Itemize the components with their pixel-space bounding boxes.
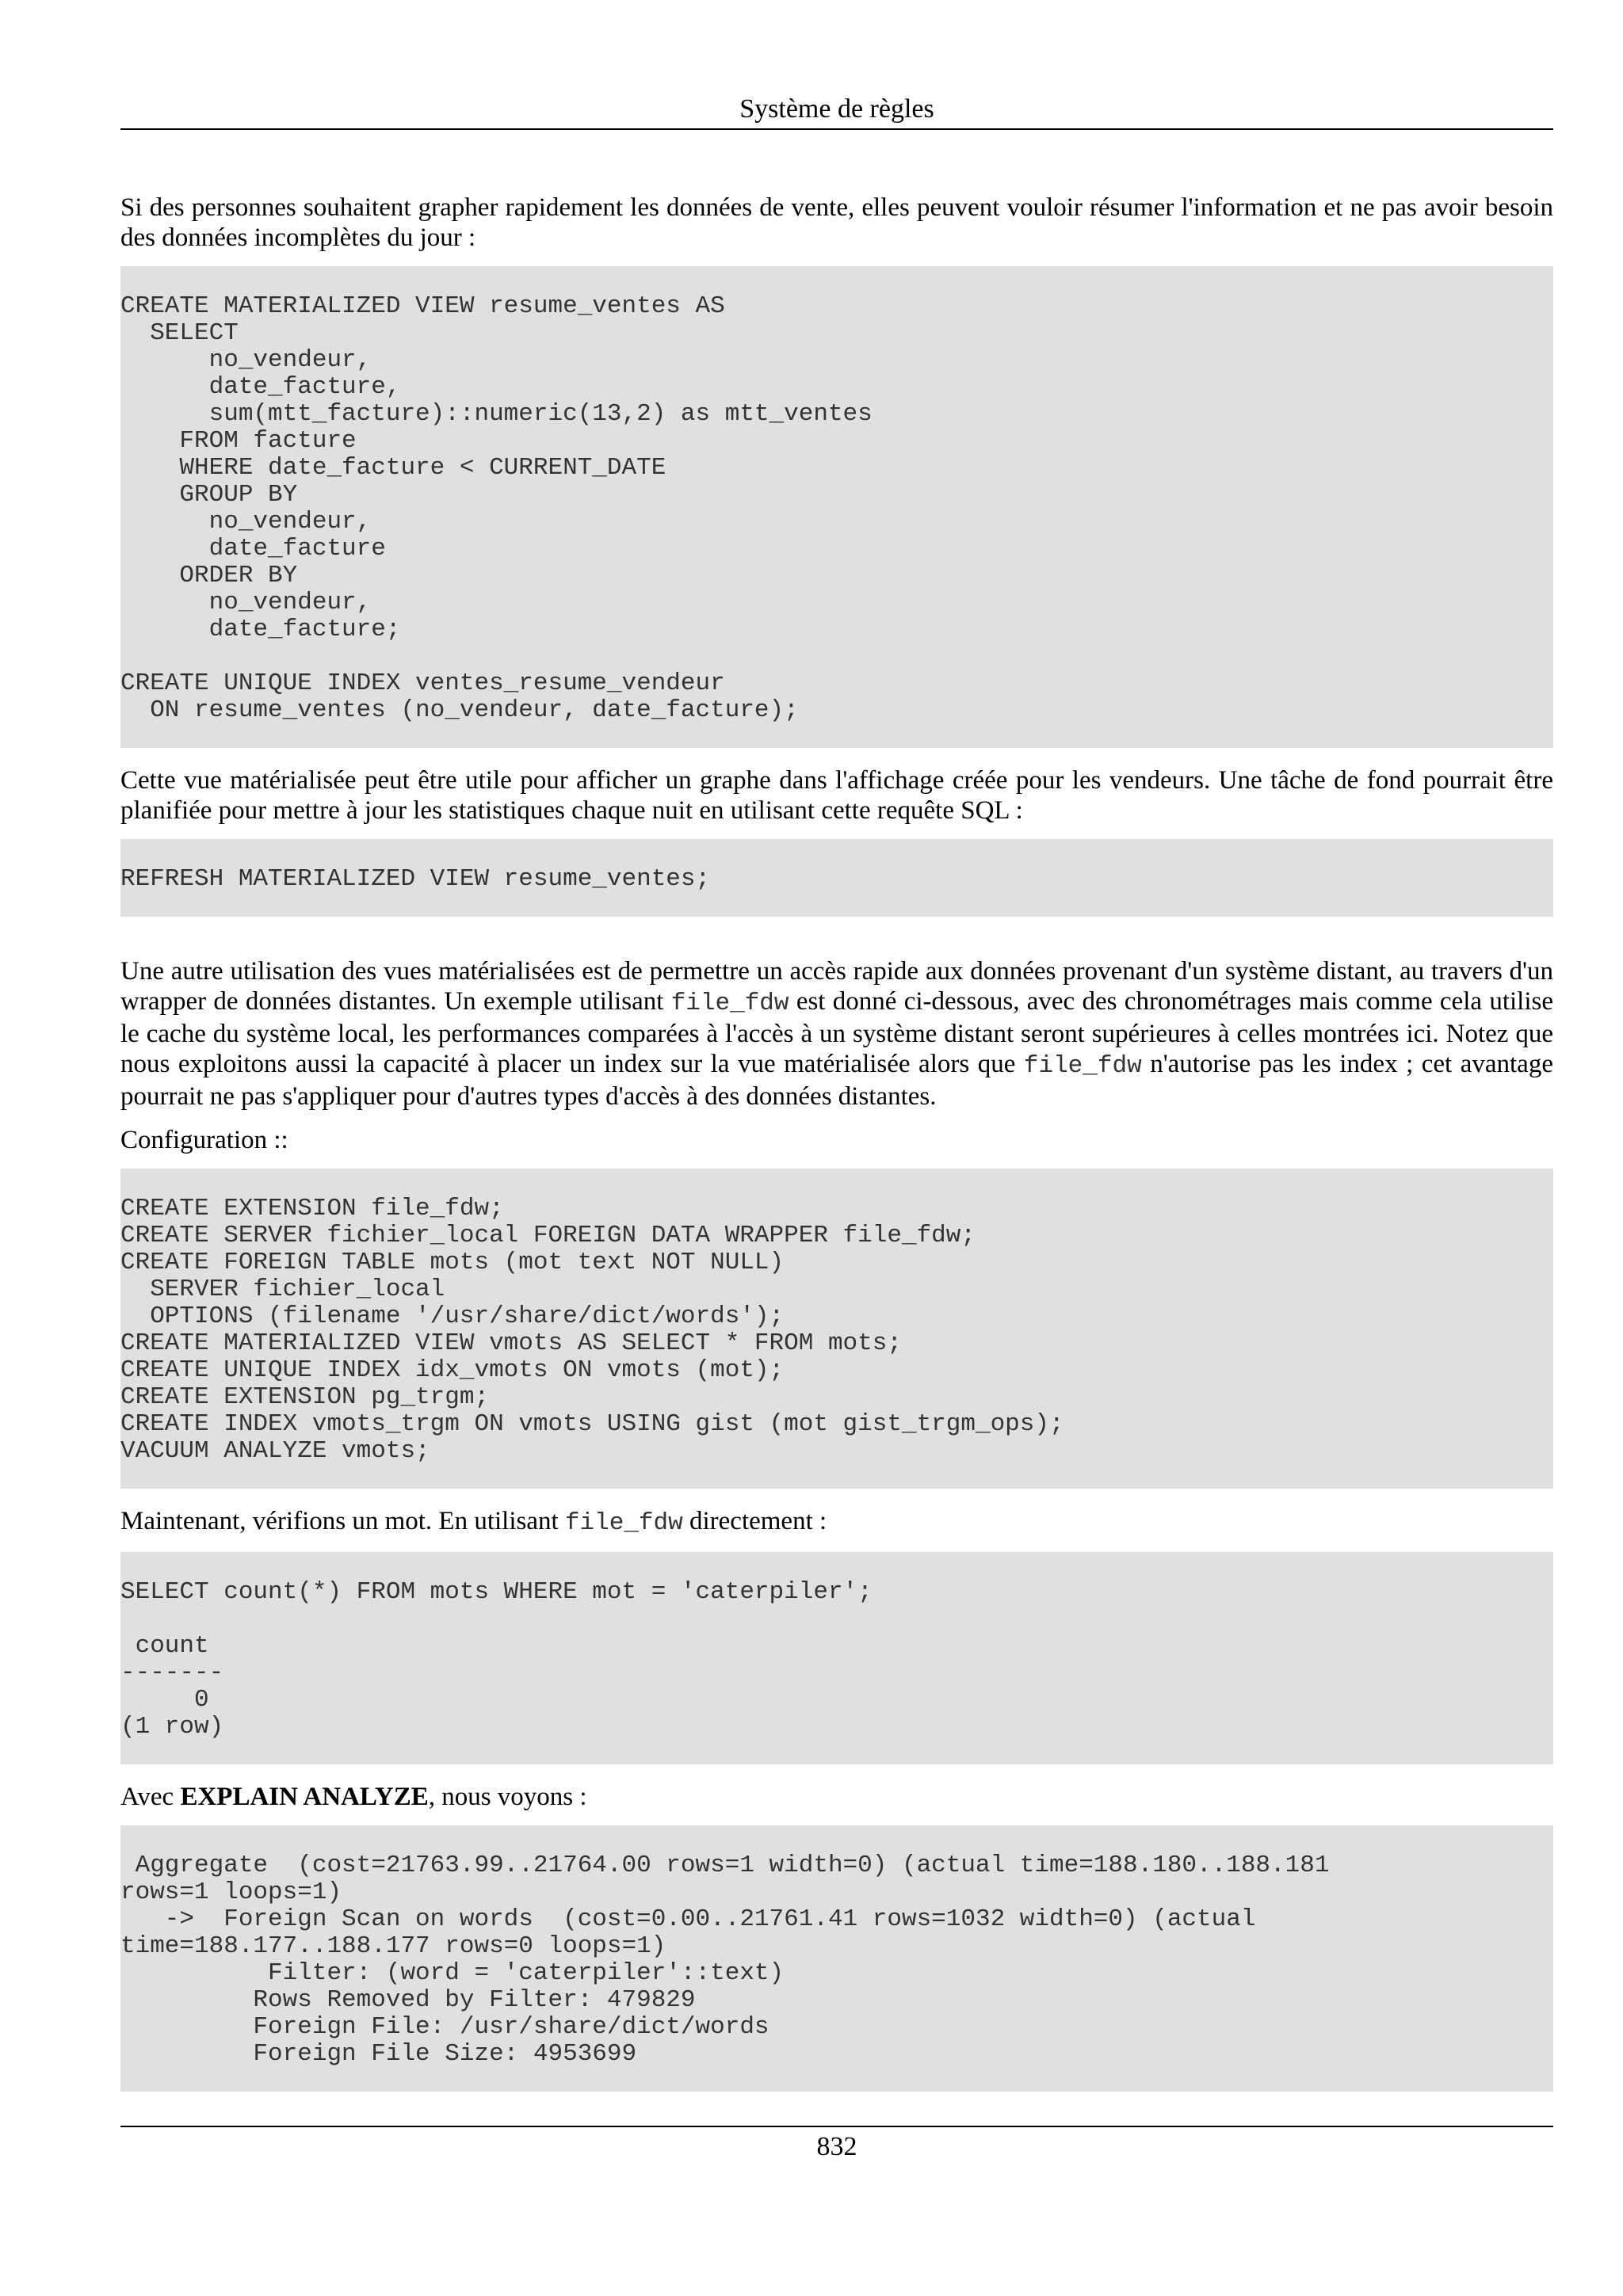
code-block-materialized-view: CREATE MATERIALIZED VIEW resume_ventes AS SELECT no_vendeur, date_facture, sum(mtt_facture)::numeric(13,2) as mtt_ventes FROM facture WHERE date_facture < CURRENT_DATE GROUP BY no_vendeur, date_facture ORDER BY no_vendeur, date_facture; CREATE UNIQUE INDEX ventes_resume_vendeur ON resume_ventes (no_vendeur, date_facture); (120, 266, 1553, 748)
paragraph-configuration: Configuration :: (120, 1126, 288, 1154)
footer-rule (120, 2126, 1553, 2127)
text-span: , nous voyons : (428, 1783, 587, 1811)
text-span: Une autre utilisation des vues matérialisées est de permettre un accès rapide aux données provenant d'un système distant, au travers d'un wrapper de données distantes. Un exemple utilisant (120, 957, 1553, 1016)
running-header: Système de règles (739, 94, 934, 124)
code-block-select-count: SELECT count(*) FROM mots WHERE mot = 'caterpiler'; count ------- 0 (1 row) (120, 1552, 1553, 1764)
text-span: directement : (682, 1507, 827, 1535)
paragraph-explain-analyze (120, 1782, 1553, 1812)
text-span: Avec (120, 1783, 181, 1811)
inline-code-file-fdw: file_fdw (564, 1509, 683, 1537)
inline-code-file-fdw: file_fdw (670, 990, 789, 1017)
paragraph-verify-word (120, 1506, 1553, 1539)
code-block-refresh: REFRESH MATERIALIZED VIEW resume_ventes; (120, 839, 1553, 917)
header-rule (120, 128, 1553, 130)
text-span: est donné ci-dessous, avec des chronométrages mais comme cela utilise le cache du système local, les performances comparées à l'accès à un système distant seront supérieures à celles montrées ici. Notez que nous exploitons aussi la capacité à placer un index sur la vue matérialisée alors que (120, 987, 1553, 1078)
text-span: n'autorise pas les index ; cet avantage pourrait ne pas s'appliquer pour d'autres types d'accès à des données distantes. (120, 1050, 1553, 1111)
paragraph-remote-access (120, 956, 1553, 1112)
code-block-configuration: CREATE EXTENSION file_fdw; CREATE SERVER fichier_local FOREIGN DATA WRAPPER file_fdw; CREATE FOREIGN TABLE mots (mot text NOT NULL) SERVER fichier_local OPTIONS (filename '/usr/share/dict/words'); CREATE MATERIALIZED VIEW vmots AS SELECT * FROM mots; CREATE UNIQUE INDEX idx_vmots ON vmots (mot); CREATE EXTENSION pg_trgm; CREATE INDEX vmots_trgm ON vmots USING gist (mot gist_trgm_ops); VACUUM ANALYZE vmots; (120, 1169, 1553, 1489)
code-block-explain-output: Aggregate (cost=21763.99..21764.00 rows=1 width=0) (actual time=188.180..188.181 rows=1 loops=1) -> Foreign Scan on words (cost=0.00..21761.41 rows=1032 width=0) (actual time=188.177..188.177 rows=0 loops=1) Filter: (word = 'caterpiler'::text) Rows Removed by Filter: 479829 Foreign File: /usr/share/dict/words Foreign File Size: 4953699 (120, 1825, 1553, 2092)
strong-explain-analyze: EXPLAIN ANALYZE (180, 1783, 429, 1811)
paragraph-refresh-explanation: Cette vue matérialisée peut être utile pour afficher un graphe dans l'affichage créée pour les vendeurs. Une tâche de fond pourrait être planifiée pour mettre à jour les statistiques chaque nuit en utilisant cette requête SQL : (120, 766, 1553, 825)
inline-code-file-fdw: file_fdw (1023, 1052, 1142, 1080)
page-content (120, 193, 1553, 2109)
paragraph-intro: Si des personnes souhaitent grapher rapidement les données de vente, elles peuvent vouloir résumer l'information et ne pas avoir besoin des données incomplètes du jour : (120, 193, 1553, 252)
page-number: 832 (816, 2132, 857, 2161)
text-span: Maintenant, vérifions un mot. En utilisant (120, 1507, 565, 1535)
